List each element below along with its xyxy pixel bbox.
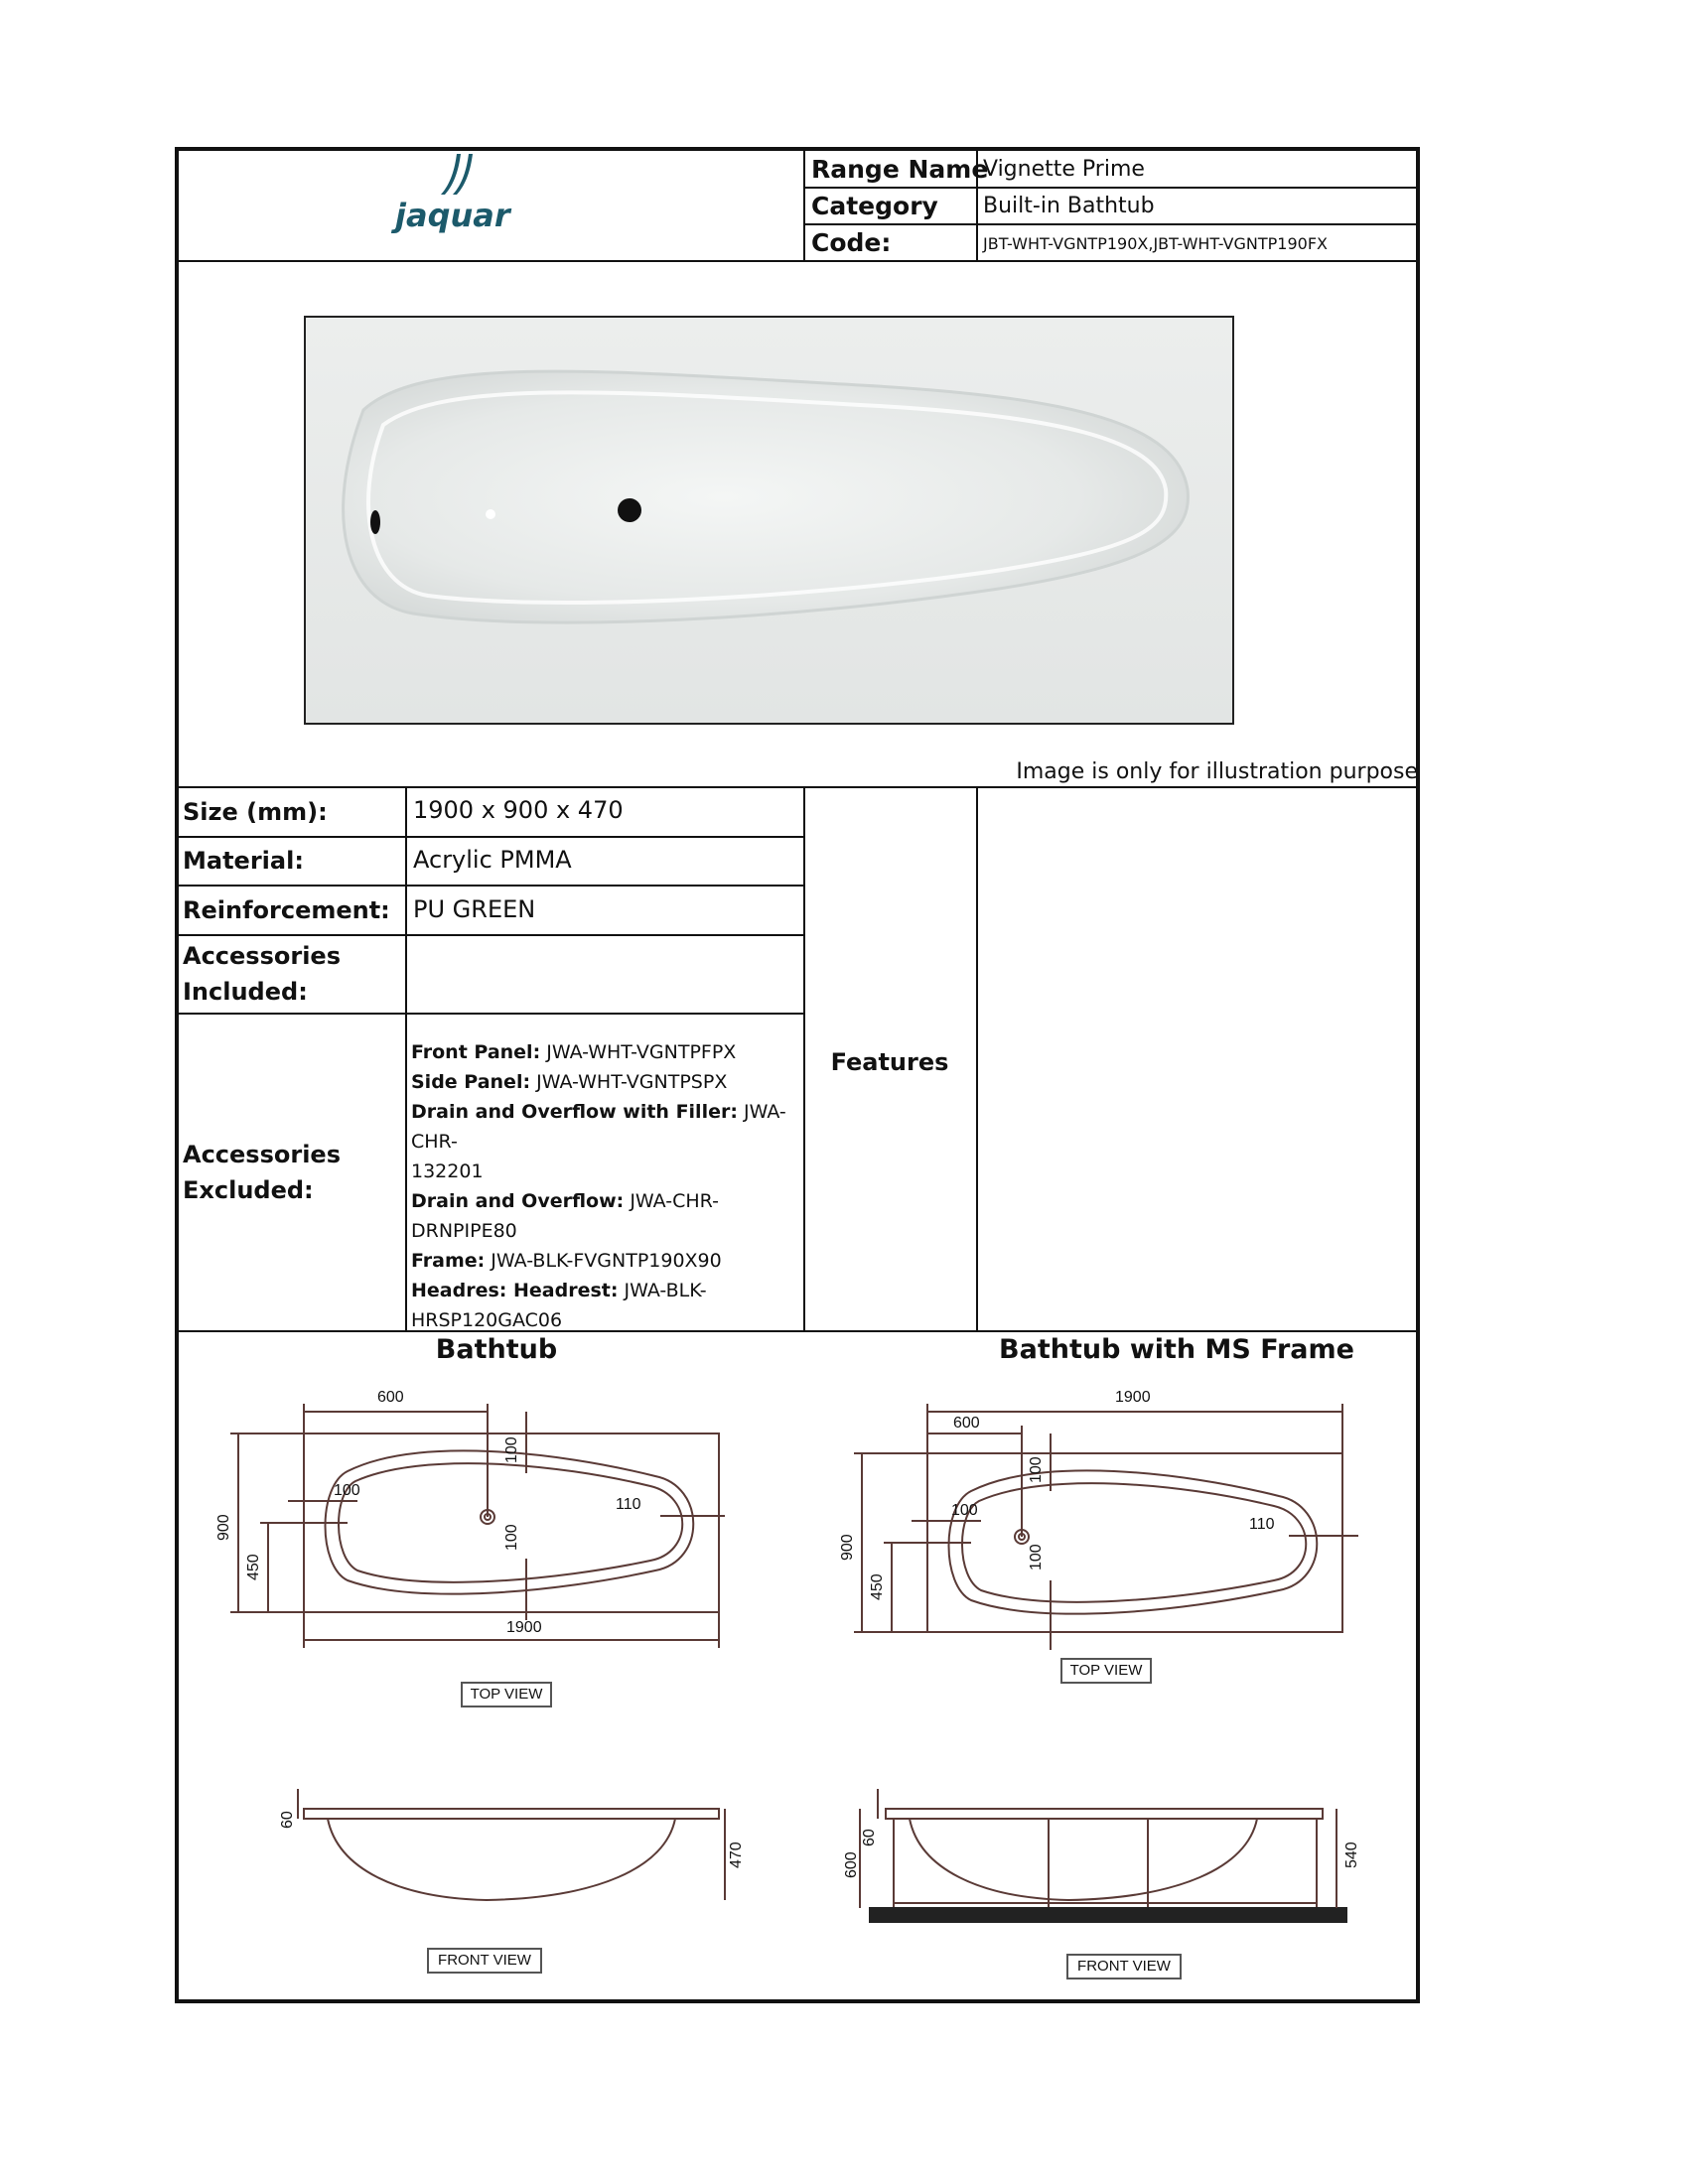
accessories-excluded-label: Accessories Excluded: <box>183 1141 341 1204</box>
category-value: Built-in Bathtub <box>983 194 1155 218</box>
dim-label: 540 <box>1343 1842 1360 1868</box>
list-item: Frame: JWA-BLK-FVGNTP190X90 <box>411 1250 722 1272</box>
frame-top-view <box>839 1382 1358 1670</box>
range-name-label: Range Name <box>811 155 989 184</box>
features-label: Features <box>830 1048 949 1076</box>
top-view-tag: TOP VIEW <box>1060 1658 1152 1684</box>
dim-label: 1900 <box>506 1619 542 1636</box>
material-label: Material: <box>183 847 304 875</box>
dim-label: 600 <box>953 1415 980 1432</box>
image-caption: Image is only for illustration purpose <box>1016 759 1418 784</box>
accessories-excluded-list <box>411 1037 800 1335</box>
dim-label: 60 <box>861 1829 878 1846</box>
list-item-continuation: HRSP120GAC06 <box>411 1309 563 1331</box>
frame-front-view <box>843 1759 1366 1938</box>
dim-label: 1900 <box>1115 1389 1151 1406</box>
dim-label: 100 <box>1028 1456 1045 1483</box>
bathtub-drawing-title: Bathtub <box>435 1334 558 1365</box>
dim-label: 450 <box>245 1554 262 1580</box>
dim-label: 100 <box>951 1502 978 1519</box>
reinforcement-label: Reinforcement: <box>183 896 390 924</box>
frame-drawing-title: Bathtub with MS Frame <box>999 1334 1354 1365</box>
accessories-included-label: Accessories Included: <box>183 942 341 1006</box>
brand-logo-text: jaquar <box>395 197 510 234</box>
list-item: Drain and Overflow: JWA-CHR- <box>411 1190 719 1212</box>
dim-label: 600 <box>843 1851 860 1878</box>
spec-sheet <box>175 147 1420 2003</box>
list-item: Side Panel: JWA-WHT-VGNTPSPX <box>411 1071 728 1093</box>
product-photo <box>304 316 1234 725</box>
dim-label: 450 <box>869 1573 886 1600</box>
list-item: Headres: Headrest: JWA-BLK- <box>411 1280 707 1301</box>
range-name-value: Vignette Prime <box>983 157 1145 182</box>
dim-label: 100 <box>503 1436 520 1463</box>
top-view-tag: TOP VIEW <box>461 1682 552 1707</box>
bathtub-front-view <box>268 1759 745 1908</box>
category-label: Category <box>811 192 938 220</box>
dim-label: 100 <box>334 1482 360 1499</box>
dim-label: 100 <box>1028 1544 1045 1570</box>
dim-label: 100 <box>503 1524 520 1551</box>
dim-label: 470 <box>728 1842 745 1868</box>
code-value: JBT-WHT-VGNTP190X,JBT-WHT-VGNTP190FX <box>983 234 1328 253</box>
list-item-continuation: DRNPIPE80 <box>411 1220 517 1242</box>
front-view-tag: FRONT VIEW <box>1066 1954 1182 1979</box>
front-view-tag: FRONT VIEW <box>427 1948 542 1974</box>
bathtub-top-view <box>215 1382 735 1709</box>
size-value: 1900 x 900 x 470 <box>413 796 624 824</box>
list-item-continuation: 132201 <box>411 1160 484 1182</box>
material-value: Acrylic PMMA <box>413 846 572 874</box>
dim-label: 110 <box>616 1496 641 1513</box>
dim-label: 600 <box>377 1389 404 1406</box>
list-item: Drain and Overflow with Filler: JWA-CHR- <box>411 1101 786 1153</box>
size-label: Size (mm): <box>183 798 328 826</box>
list-item: Front Panel: JWA-WHT-VGNTPFPX <box>411 1041 737 1063</box>
code-label: Code: <box>811 228 892 257</box>
dim-label: 110 <box>1249 1516 1275 1533</box>
reinforcement-value: PU GREEN <box>413 895 536 923</box>
dim-label: 900 <box>839 1534 856 1561</box>
dim-label: 60 <box>279 1811 296 1829</box>
dim-label: 900 <box>215 1514 232 1541</box>
